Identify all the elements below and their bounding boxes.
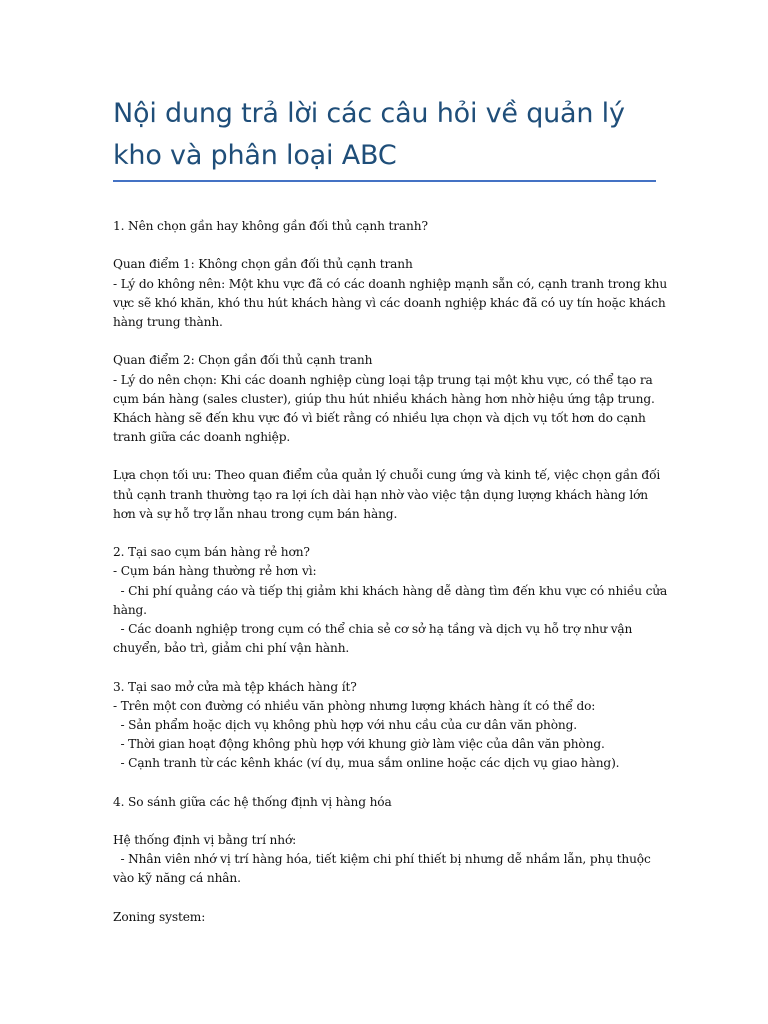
paragraph-line: Lựa chọn tối ưu: Theo quan điểm của quản lý chuỗi cung ứng và kinh tế, việc chọn gần đối: [113, 468, 661, 483]
document-title: [113, 93, 656, 177]
question-heading: 3. Tại sao mở cửa mà tệp khách hàng ít?: [113, 679, 357, 694]
paragraph-line: vào kỹ năng cá nhân.: [113, 871, 241, 886]
paragraph-line: hàng.: [113, 602, 147, 617]
title-line: Nội dung trả lời các câu hỏi về quản lý: [113, 98, 625, 129]
question-heading: 1. Nên chọn gần hay không gần đối thủ cạnh tranh?: [113, 219, 428, 233]
paragraph-line: vực sẽ khó khăn, khó thu hút khách hàng vì các doanh nghiệp khác đã có uy tín hoặc khách: [113, 295, 666, 310]
paragraph-title: Quan điểm 1: Không chọn gần đối thủ cạnh tranh: [113, 257, 413, 272]
paragraph-line: hàng trung thành.: [113, 314, 223, 329]
paragraph-line: chuyển, bảo trì, giảm chi phí vận hành.: [113, 641, 350, 656]
paragraph-line: - Lý do nên chọn: Khi các doanh nghiệp cùng loại tập trung tại một khu vực, có thể tạo ra: [113, 372, 653, 387]
paragraph-line: - Lý do không nên: Một khu vực đã có các doanh nghiệp mạnh sẵn có, cạnh tranh trong khu: [113, 276, 668, 291]
blank-line: [113, 658, 658, 677]
blank-line: [113, 812, 658, 831]
paragraph-line: - Cạnh tranh từ các kênh khác (ví dụ, mua sắm online hoặc các dịch vụ giao hàng).: [113, 756, 620, 771]
paragraph-line: - Sản phẩm hoặc dịch vụ không phù hợp với nhu cầu của cư dân văn phòng.: [113, 717, 577, 732]
title-divider: [113, 180, 656, 182]
paragraph-line: tranh giữa các doanh nghiệp.: [113, 430, 291, 445]
blank-line: [113, 332, 658, 351]
paragraph-line: thủ cạnh tranh thường tạo ra lợi ích dài hạn nhờ vào việc tận dụng lượng khách hàng lớn: [113, 487, 648, 502]
blank-line: [113, 447, 658, 466]
blank-line: [113, 524, 658, 543]
paragraph-line: - Thời gian hoạt động không phù hợp với khung giờ làm việc của dân văn phòng.: [113, 737, 605, 752]
paragraph-line: cụm bán hàng (sales cluster), giúp thu hút nhiều khách hàng hơn nhờ hiệu ứng tập trung.: [113, 391, 655, 406]
document-body: [113, 217, 668, 927]
question-heading: 2. Tại sao cụm bán hàng rẻ hơn?: [113, 545, 310, 560]
blank-line: [113, 773, 658, 792]
question-heading: 4. So sánh giữa các hệ thống định vị hàng hóa: [113, 794, 392, 809]
paragraph-title: Quan điểm 2: Chọn gần đối thủ cạnh tranh: [113, 353, 373, 368]
title-line: kho và phân loại ABC: [113, 140, 397, 171]
paragraph-line: hơn và sự hỗ trợ lẫn nhau trong cụm bán hàng.: [113, 506, 398, 521]
paragraph-title: Zoning system:: [113, 909, 206, 924]
paragraph-line: Khách hàng sẽ đến khu vực đó vì biết rằng có nhiều lựa chọn và dịch vụ tốt hơn do cạnh: [113, 410, 646, 425]
blank-line: [113, 236, 658, 255]
paragraph-line: - Các doanh nghiệp trong cụm có thể chia sẻ cơ sở hạ tầng và dịch vụ hỗ trợ như vận: [113, 621, 633, 636]
paragraph-line: - Chi phí quảng cáo và tiếp thị giảm khi khách hàng dễ dàng tìm đến khu vực có nhiều cửa: [113, 583, 668, 598]
blank-line: [113, 889, 658, 908]
paragraph-line: - Nhân viên nhớ vị trí hàng hóa, tiết kiệm chi phí thiết bị nhưng dễ nhầm lẫn, phụ thuộc: [113, 852, 651, 867]
paragraph-line: - Trên một con đường có nhiều văn phòng nhưng lượng khách hàng ít có thể do:: [113, 698, 596, 713]
paragraph-title: Hệ thống định vị bằng trí nhớ:: [113, 833, 297, 847]
paragraph-line: - Cụm bán hàng thường rẻ hơn vì:: [113, 564, 317, 579]
